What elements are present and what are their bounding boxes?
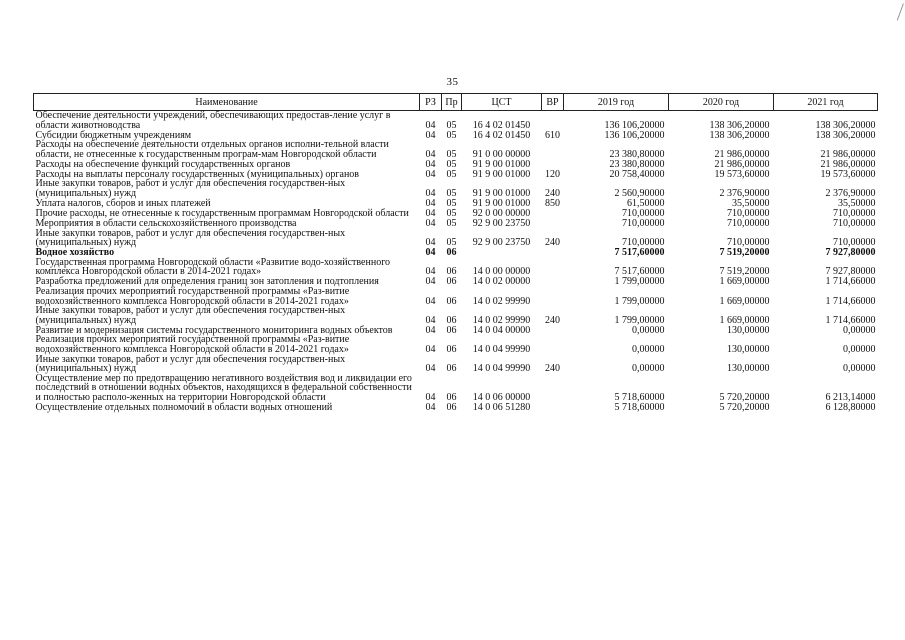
cell-2019: 1 799,00000 — [614, 295, 665, 307]
cell-2020: 35,50000 — [732, 197, 770, 209]
cell-2019: 7 517,60000 — [614, 266, 665, 278]
cell-name: Прочие расходы, не отнесенные к государственным программам Новгородской области — [35, 207, 409, 219]
cell-2020: 21 986,00000 — [714, 158, 770, 170]
header-pr: Пр — [442, 94, 462, 111]
cell-pr: 06 — [446, 324, 457, 336]
cell-pr: 05 — [446, 158, 457, 170]
cell-pr: 06 — [446, 266, 457, 278]
cell-name: Реализация прочих мероприятий государственной программы «Раз-витие водохозяйственного комплекса Новгородской области в 2014-2021 годах» — [35, 334, 350, 355]
cell-rz: 04 — [425, 391, 436, 403]
cell-name: Водное хозяйство — [35, 247, 115, 259]
cell-vr — [542, 374, 564, 403]
table-row — [34, 258, 878, 277]
cell-name: Расходы на обеспечение деятельности отдельных органов исполни-тельной власти области, не отнесенные к государственным програм-мам Новгородской области — [35, 139, 389, 160]
cell-2020: 21 986,00000 — [714, 148, 770, 160]
cell-2020: 138 306,20000 — [709, 119, 770, 131]
cell-2021: 1 714,66000 — [825, 295, 876, 307]
cell-name: Иные закупки товаров, работ и услуг для обеспечения государствен-ных (муниципальных) нужд — [35, 353, 346, 375]
cell-2020: 130,00000 — [727, 363, 770, 375]
table-row — [34, 159, 878, 169]
cell-pr: 05 — [446, 119, 457, 131]
cell-2021: 0,00000 — [843, 324, 876, 336]
cell-name: Субсидии бюджетным учреждениям — [35, 129, 192, 141]
cell-vr: 240 — [545, 363, 560, 375]
cell-2021: 710,00000 — [833, 217, 876, 229]
header-rz: РЗ — [420, 94, 442, 111]
cell-2020: 1 669,00000 — [719, 314, 770, 326]
cell-name: Уплата налогов, сборов и иных платежей — [35, 197, 211, 209]
cell-2019: 136 106,20000 — [604, 119, 665, 131]
cell-2019: 5 718,60000 — [614, 391, 665, 403]
cell-pr: 05 — [446, 197, 457, 209]
cell-pr: 05 — [446, 217, 457, 229]
cell-name: Реализация прочих мероприятий государственной программы «Раз-витие водохозяйственного комплекса Новгородской области в 2014-2021 годах» — [35, 285, 350, 307]
table-row — [34, 355, 878, 374]
cell-name: Обеспечение деятельности учреждений, обеспечивающих предостав-ление услуг в области животноводства — [35, 110, 391, 131]
cell-vr — [542, 335, 564, 354]
table-row — [34, 335, 878, 354]
cell-cst: 91 0 00 00000 — [472, 148, 531, 160]
cell-2021: 1 714,66000 — [825, 276, 876, 288]
cell-vr — [542, 258, 564, 277]
cell-rz: 04 — [425, 119, 436, 131]
cell-rz: 04 — [425, 148, 436, 160]
cell-2021: 19 573,60000 — [820, 168, 876, 180]
cell-cst: 14 0 00 00000 — [472, 266, 531, 278]
cell-vr: 240 — [545, 314, 560, 326]
cell-name: Иные закупки товаров, работ и услуг для обеспечения государствен-ных (муниципальных) нужд — [35, 227, 346, 249]
cell-name: Расходы на выплаты персоналу государственных (муниципальных) органов — [35, 168, 360, 180]
cell-rz: 04 — [425, 187, 436, 199]
cell-rz: 04 — [425, 343, 436, 355]
cell-rz: 04 — [425, 237, 436, 249]
cell-vr — [542, 159, 564, 169]
table-row — [34, 306, 878, 325]
cell-cst: 14 0 06 00000 — [472, 391, 531, 403]
cell-vr: 240 — [545, 237, 560, 249]
cell-cst: 91 9 00 01000 — [472, 187, 531, 199]
cell-pr: 06 — [446, 247, 457, 259]
cell-2020: 2 376,90000 — [719, 187, 770, 199]
cell-2020: 138 306,20000 — [709, 129, 770, 141]
cell-rz: 04 — [425, 363, 436, 375]
cell-vr — [542, 325, 564, 335]
cell-cst: 92 9 00 23750 — [472, 237, 531, 249]
cell-name: Разработка предложений для определения границ зон затопления и подтопления — [35, 276, 379, 288]
cell-pr: 06 — [446, 295, 457, 307]
cell-2021: 138 306,20000 — [815, 129, 876, 141]
cell-cst: 14 0 02 99990 — [472, 314, 531, 326]
cell-2020: 130,00000 — [727, 324, 770, 336]
cell-cst: 91 9 00 01000 — [472, 158, 531, 170]
cell-vr: 850 — [545, 197, 560, 209]
cell-name: Иные закупки товаров, работ и услуг для обеспечения государствен-ных (муниципальных) нужд — [35, 305, 346, 326]
cell-2019: 5 718,60000 — [614, 401, 665, 413]
cell-pr: 05 — [446, 187, 457, 199]
cell-rz: 04 — [425, 207, 436, 219]
table-row — [34, 374, 878, 403]
cell-pr: 06 — [446, 363, 457, 375]
cell-cst: 16 4 02 01450 — [472, 119, 531, 131]
cell-2021: 710,00000 — [833, 237, 876, 249]
cell-rz: 04 — [425, 324, 436, 336]
cell-cst: 14 0 06 51280 — [472, 401, 531, 413]
cell-2021: 6 213,14000 — [825, 391, 876, 403]
cell-cst: 91 9 00 01000 — [472, 168, 531, 180]
cell-vr — [542, 219, 564, 229]
cell-2020: 1 669,00000 — [719, 295, 770, 307]
cell-cst: 16 4 02 01450 — [472, 129, 531, 141]
cell-2020: 5 720,20000 — [719, 391, 770, 403]
cell-vr — [542, 209, 564, 219]
table-row — [34, 287, 878, 306]
header-2019: 2019 год — [564, 94, 669, 111]
cell-rz: 04 — [425, 158, 436, 170]
cell-rz: 04 — [425, 129, 436, 141]
cell-2019: 61,50000 — [627, 197, 665, 209]
cell-2020: 130,00000 — [727, 343, 770, 355]
cell-vr: 240 — [545, 187, 560, 199]
cell-2019: 1 799,00000 — [614, 276, 665, 288]
header-2021: 2021 год — [774, 94, 878, 111]
cell-rz: 04 — [425, 276, 436, 288]
cell-name: Мероприятия в области сельскохозяйственного производства — [35, 217, 297, 229]
table-row — [34, 111, 878, 131]
table-row — [34, 140, 878, 159]
header-cst: ЦСТ — [462, 94, 542, 111]
cell-2021: 21 986,00000 — [820, 148, 876, 160]
page-number: 35 — [446, 76, 459, 88]
cell-cst: 14 0 02 99990 — [472, 295, 531, 307]
cell-pr: 06 — [446, 343, 457, 355]
cell-2021: 7 927,80000 — [825, 266, 876, 278]
cell-2020: 710,00000 — [727, 207, 770, 219]
cell-rz: 04 — [425, 314, 436, 326]
cell-2021: 710,00000 — [833, 207, 876, 219]
cell-2021: 35,50000 — [838, 197, 876, 209]
cell-vr: 610 — [545, 129, 560, 141]
cell-vr — [542, 277, 564, 287]
header-row — [34, 94, 878, 111]
cell-pr: 06 — [446, 276, 457, 288]
table-row — [34, 179, 878, 198]
cell-cst: 14 0 04 99990 — [472, 343, 531, 355]
cell-2019: 2 560,90000 — [614, 187, 665, 199]
cell-pr: 06 — [446, 314, 457, 326]
cell-name: Расходы на обеспечение функций государственных органов — [35, 158, 291, 170]
corner-scan-mark — [891, 1, 904, 20]
cell-vr — [542, 287, 564, 306]
cell-2019: 1 799,00000 — [614, 314, 665, 326]
cell-cst: 14 0 04 00000 — [472, 324, 531, 336]
cell-cst: 91 9 00 01000 — [472, 197, 531, 209]
cell-2019: 710,00000 — [622, 217, 665, 229]
table-body — [34, 111, 878, 413]
cell-vr — [542, 402, 564, 412]
cell-2020: 7 519,20000 — [719, 247, 770, 259]
table-row — [34, 229, 878, 248]
cell-2019: 0,00000 — [632, 343, 665, 355]
cell-vr — [542, 140, 564, 159]
cell-pr: 05 — [446, 168, 457, 180]
cell-2021: 0,00000 — [843, 343, 876, 355]
table-header — [34, 94, 878, 111]
cell-2021: 138 306,20000 — [815, 119, 876, 131]
cell-pr: 05 — [446, 148, 457, 160]
cell-2020: 5 720,20000 — [719, 401, 770, 413]
cell-2019: 710,00000 — [622, 207, 665, 219]
cell-name: Государственная программа Новгородской области «Развитие водо-хозяйственного комплекса Новгородской области в 2014-2021 годах» — [35, 256, 391, 278]
cell-2019: 0,00000 — [632, 363, 665, 375]
cell-2020: 19 573,60000 — [714, 168, 770, 180]
header-vr: ВР — [542, 94, 564, 111]
cell-2019: 136 106,20000 — [604, 129, 665, 141]
cell-rz: 04 — [425, 197, 436, 209]
cell-name: Осуществление отдельных полномочий в области водных отношений — [35, 401, 333, 413]
cell-pr: 05 — [446, 129, 457, 141]
cell-rz: 04 — [425, 247, 436, 259]
cell-name: Иные закупки товаров, работ и услуг для обеспечения государствен-ных (муниципальных) нужд — [35, 178, 346, 199]
header-name: Наименование — [34, 94, 420, 111]
cell-cst: 14 0 02 00000 — [472, 276, 531, 288]
budget-table — [33, 93, 878, 412]
cell-pr: 06 — [446, 391, 457, 403]
cell-2019: 23 380,80000 — [609, 148, 665, 160]
cell-2021: 7 927,80000 — [825, 247, 876, 259]
cell-2020: 710,00000 — [727, 217, 770, 229]
cell-pr: 05 — [446, 237, 457, 249]
cell-2021: 21 986,00000 — [820, 158, 876, 170]
table-row — [34, 402, 878, 412]
cell-2019: 7 517,60000 — [614, 247, 665, 259]
cell-cst: 14 0 04 99990 — [472, 363, 531, 375]
cell-rz: 04 — [425, 295, 436, 307]
cell-rz: 04 — [425, 266, 436, 278]
cell-name: Развитие и модернизация системы государственного мониторинга водных объектов — [35, 324, 393, 336]
cell-cst: 92 0 00 00000 — [472, 207, 531, 219]
header-2020: 2020 год — [669, 94, 774, 111]
cell-2019: 23 380,80000 — [609, 158, 665, 170]
cell-2021: 1 714,66000 — [825, 314, 876, 326]
cell-pr: 05 — [446, 207, 457, 219]
cell-2020: 1 669,00000 — [719, 276, 770, 288]
cell-2021: 6 128,80000 — [825, 401, 876, 413]
cell-2019: 0,00000 — [632, 324, 665, 336]
cell-2020: 710,00000 — [727, 237, 770, 249]
cell-pr: 06 — [446, 401, 457, 413]
cell-rz: 04 — [425, 217, 436, 229]
cell-vr — [542, 111, 564, 131]
cell-name: Осуществление мер по предотвращению негативного воздействия вод и ликвидации его последствий в отношении водных объектов, находящихся в федеральной собственности и полностью располо-женных на территории Новгородской области — [35, 372, 412, 403]
cell-2019: 710,00000 — [622, 237, 665, 249]
cell-rz: 04 — [425, 168, 436, 180]
cell-cst — [462, 248, 542, 258]
cell-vr — [542, 248, 564, 258]
cell-vr: 120 — [545, 168, 560, 180]
cell-2019: 20 758,40000 — [609, 168, 665, 180]
cell-rz: 04 — [425, 401, 436, 413]
cell-2020: 7 519,20000 — [719, 266, 770, 278]
cell-2021: 2 376,90000 — [825, 187, 876, 199]
cell-2021: 0,00000 — [843, 363, 876, 375]
cell-cst: 92 9 00 23750 — [472, 217, 531, 229]
